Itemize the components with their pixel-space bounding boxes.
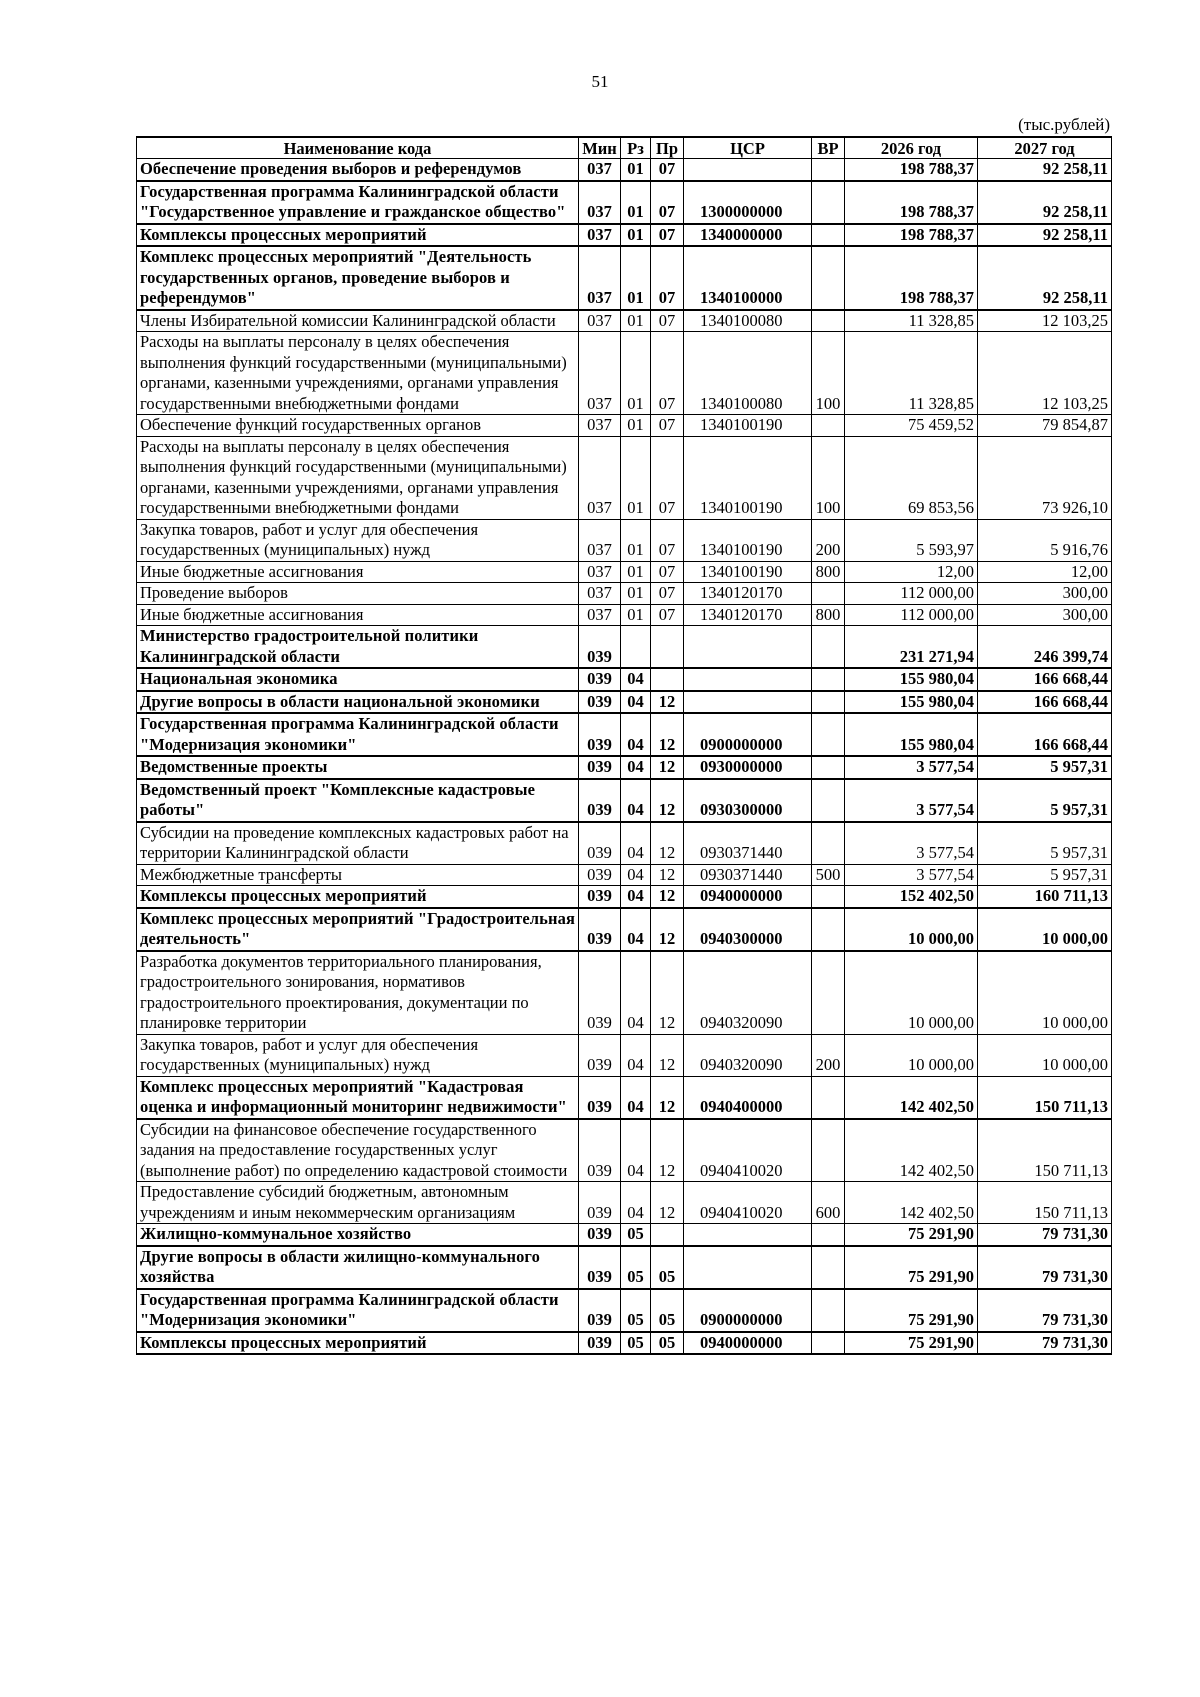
row-2026: 11 328,85 [845,332,978,415]
row-min: 039 [579,886,621,908]
row-csr [684,1224,812,1246]
table-row [137,908,1112,951]
row-csr [684,668,812,691]
table-row [137,779,1112,822]
row-pr: 05 [651,1289,684,1332]
row-pr [651,626,684,669]
row-pr: 12 [651,691,684,714]
row-vr: 500 [812,864,845,886]
table-row [137,626,1112,669]
row-2026: 3 577,54 [845,756,978,779]
row-vr [812,1076,845,1119]
row-name: Обеспечение проведения выборов и референдумов [137,159,579,181]
row-min: 037 [579,436,621,519]
row-vr: 800 [812,561,845,583]
row-2026: 11 328,85 [845,310,978,332]
row-csr: 0940000000 [684,886,812,908]
row-2026: 198 788,37 [845,246,978,310]
row-2027: 5 916,76 [978,519,1112,561]
row-pr: 12 [651,1076,684,1119]
row-rz: 04 [621,1119,651,1182]
row-pr [651,668,684,691]
row-2026: 198 788,37 [845,224,978,247]
row-name: Государственная программа Калининградской области "Модернизация экономики" [137,1289,579,1332]
header-2027: 2027 год [978,137,1112,159]
row-vr [812,756,845,779]
row-name: Расходы на выплаты персоналу в целях обеспечения выполнения функций государственными (муниципальными) органами, казенными учреждениями, органами управления государственными внебюджетными фондами [137,332,579,415]
row-2027: 5 957,31 [978,822,1112,865]
row-name: Министерство градостроительной политики Калининградской области [137,626,579,669]
row-min: 037 [579,246,621,310]
row-csr: 0930300000 [684,779,812,822]
row-vr [812,886,845,908]
row-name: Иные бюджетные ассигнования [137,604,579,626]
row-min: 039 [579,1076,621,1119]
row-name: Закупка товаров, работ и услуг для обеспечения государственных (муниципальных) нужд [137,1034,579,1076]
row-rz: 04 [621,756,651,779]
row-csr: 1340120170 [684,583,812,605]
row-min: 039 [579,864,621,886]
row-2026: 198 788,37 [845,181,978,224]
row-min: 039 [579,756,621,779]
row-csr: 0940320090 [684,951,812,1035]
units-note: (тыс.рублей) [1018,115,1110,134]
table-row [137,1182,1112,1224]
table-row [137,415,1112,437]
row-2026: 75 459,52 [845,415,978,437]
table-row [137,583,1112,605]
row-2027: 73 926,10 [978,436,1112,519]
row-csr: 0930371440 [684,864,812,886]
header-name: Наименование кода [137,137,579,159]
row-csr: 1340100000 [684,246,812,310]
row-name: Члены Избирательной комиссии Калининградской области [137,310,579,332]
row-rz: 04 [621,822,651,865]
row-pr: 12 [651,864,684,886]
row-vr [812,691,845,714]
row-vr [812,908,845,951]
row-csr: 1340100190 [684,415,812,437]
row-name: Обеспечение функций государственных органов [137,415,579,437]
table-header-row [137,137,1112,159]
row-vr [812,1224,845,1246]
row-2027: 150 711,13 [978,1119,1112,1182]
row-rz: 05 [621,1224,651,1246]
row-min: 037 [579,519,621,561]
row-rz: 01 [621,436,651,519]
row-pr: 07 [651,519,684,561]
row-vr [812,951,845,1035]
row-vr: 100 [812,436,845,519]
row-pr: 12 [651,1034,684,1076]
row-2027: 79 854,87 [978,415,1112,437]
row-2026: 69 853,56 [845,436,978,519]
row-pr: 05 [651,1332,684,1355]
row-vr [812,310,845,332]
row-rz: 04 [621,1076,651,1119]
row-2026: 10 000,00 [845,908,978,951]
row-pr: 12 [651,951,684,1035]
row-csr: 1340100080 [684,310,812,332]
table-row [137,181,1112,224]
row-min: 039 [579,1119,621,1182]
row-pr: 12 [651,756,684,779]
row-2026: 75 291,90 [845,1224,978,1246]
row-name: Другие вопросы в области национальной экономики [137,691,579,714]
row-min: 037 [579,415,621,437]
row-pr: 12 [651,779,684,822]
row-vr [812,1332,845,1355]
row-min: 039 [579,1034,621,1076]
row-pr: 07 [651,583,684,605]
table-row [137,951,1112,1035]
row-rz: 01 [621,583,651,605]
row-csr: 1340100080 [684,332,812,415]
row-2026: 75 291,90 [845,1332,978,1355]
row-2026: 112 000,00 [845,604,978,626]
row-min: 039 [579,908,621,951]
row-2026: 112 000,00 [845,583,978,605]
row-rz: 01 [621,332,651,415]
table-row [137,561,1112,583]
row-rz: 01 [621,224,651,247]
row-pr: 07 [651,415,684,437]
row-rz: 05 [621,1289,651,1332]
row-min: 039 [579,1332,621,1355]
row-2027: 5 957,31 [978,864,1112,886]
table-row [137,332,1112,415]
row-2027: 79 731,30 [978,1224,1112,1246]
table-row [137,822,1112,865]
row-rz: 01 [621,246,651,310]
row-vr [812,224,845,247]
row-vr [812,181,845,224]
row-vr [812,779,845,822]
table-row [137,246,1112,310]
table-row [137,1119,1112,1182]
row-min: 037 [579,583,621,605]
row-csr: 0930371440 [684,822,812,865]
row-pr: 12 [651,908,684,951]
row-name: Комплекс процессных мероприятий "Деятельность государственных органов, проведение выборов и референдумов" [137,246,579,310]
row-rz: 05 [621,1246,651,1289]
row-csr [684,159,812,181]
row-2027: 300,00 [978,583,1112,605]
row-pr: 12 [651,1119,684,1182]
row-min: 039 [579,951,621,1035]
row-name: Государственная программа Калининградской области "Государственное управление и гражданское общество" [137,181,579,224]
row-2027: 166 668,44 [978,668,1112,691]
header-rz: Рз [621,137,651,159]
row-2026: 10 000,00 [845,951,978,1035]
row-2027: 12 103,25 [978,332,1112,415]
row-rz: 04 [621,1034,651,1076]
row-csr: 1340000000 [684,224,812,247]
row-name: Предоставление субсидий бюджетным, автономным учреждениям и иным некоммерческим организациям [137,1182,579,1224]
row-vr [812,668,845,691]
row-2026: 152 402,50 [845,886,978,908]
row-2026: 155 980,04 [845,713,978,756]
table-row [137,519,1112,561]
row-2027: 10 000,00 [978,908,1112,951]
row-vr [812,1246,845,1289]
row-rz: 04 [621,864,651,886]
row-2026: 75 291,90 [845,1289,978,1332]
table-row [137,1289,1112,1332]
row-rz: 01 [621,310,651,332]
row-csr: 0940410020 [684,1119,812,1182]
row-rz: 04 [621,908,651,951]
row-min: 037 [579,561,621,583]
row-pr: 05 [651,1246,684,1289]
row-csr [684,1246,812,1289]
row-csr: 1300000000 [684,181,812,224]
row-2026: 142 402,50 [845,1076,978,1119]
table-row [137,1076,1112,1119]
row-2027: 79 731,30 [978,1289,1112,1332]
row-2026: 155 980,04 [845,668,978,691]
header-2026: 2026 год [845,137,978,159]
row-csr: 0940320090 [684,1034,812,1076]
row-csr: 1340100190 [684,436,812,519]
row-min: 039 [579,1182,621,1224]
row-name: Ведомственный проект "Комплексные кадастровые работы" [137,779,579,822]
row-name: Субсидии на проведение комплексных кадастровых работ на территории Калининградской области [137,822,579,865]
row-name: Межбюджетные трансферты [137,864,579,886]
row-csr: 0930000000 [684,756,812,779]
row-2027: 12 103,25 [978,310,1112,332]
table-row [137,1034,1112,1076]
row-csr [684,626,812,669]
table-row [137,159,1112,181]
row-name: Государственная программа Калининградской области "Модернизация экономики" [137,713,579,756]
row-2027: 166 668,44 [978,713,1112,756]
row-rz: 05 [621,1332,651,1355]
row-name: Комплекс процессных мероприятий "Кадастровая оценка и информационный мониторинг недвижимости" [137,1076,579,1119]
row-vr [812,159,845,181]
row-2027: 10 000,00 [978,1034,1112,1076]
row-pr: 07 [651,561,684,583]
table-row [137,1332,1112,1355]
row-2026: 3 577,54 [845,822,978,865]
row-rz: 01 [621,604,651,626]
row-min: 039 [579,822,621,865]
row-min: 039 [579,1289,621,1332]
row-csr: 1340100190 [684,519,812,561]
row-name: Закупка товаров, работ и услуг для обеспечения государственных (муниципальных) нужд [137,519,579,561]
header-csr: ЦСР [684,137,812,159]
row-2027: 92 258,11 [978,224,1112,247]
row-min: 039 [579,1246,621,1289]
row-min: 039 [579,626,621,669]
row-pr: 07 [651,332,684,415]
row-vr [812,246,845,310]
row-rz: 01 [621,561,651,583]
row-rz: 04 [621,1182,651,1224]
row-pr: 07 [651,604,684,626]
table-body [137,159,1112,1355]
row-2026: 142 402,50 [845,1182,978,1224]
header-vr: ВР [812,137,845,159]
row-name: Жилищно-коммунальное хозяйство [137,1224,579,1246]
table-row [137,713,1112,756]
row-vr [812,713,845,756]
row-2027: 160 711,13 [978,886,1112,908]
row-2027: 5 957,31 [978,756,1112,779]
row-csr: 0940300000 [684,908,812,951]
row-csr: 0940400000 [684,1076,812,1119]
row-min: 037 [579,332,621,415]
row-name: Проведение выборов [137,583,579,605]
table-row [137,668,1112,691]
row-rz: 01 [621,519,651,561]
table-row [137,310,1112,332]
row-pr: 07 [651,246,684,310]
row-min: 037 [579,604,621,626]
row-2026: 75 291,90 [845,1246,978,1289]
row-2027: 10 000,00 [978,951,1112,1035]
row-2027: 92 258,11 [978,246,1112,310]
table-row [137,224,1112,247]
table-row [137,756,1112,779]
row-csr [684,691,812,714]
row-rz: 04 [621,713,651,756]
row-pr: 07 [651,224,684,247]
row-rz: 01 [621,415,651,437]
row-pr: 12 [651,1182,684,1224]
table-row [137,1246,1112,1289]
row-vr [812,1289,845,1332]
row-rz: 01 [621,159,651,181]
row-name: Национальная экономика [137,668,579,691]
row-pr: 07 [651,310,684,332]
row-2027: 300,00 [978,604,1112,626]
table-row [137,1224,1112,1246]
row-rz: 04 [621,886,651,908]
row-rz: 04 [621,668,651,691]
row-min: 037 [579,310,621,332]
row-2027: 246 399,74 [978,626,1112,669]
row-name: Комплексы процессных мероприятий [137,1332,579,1355]
budget-table [136,136,1112,1355]
row-vr: 600 [812,1182,845,1224]
row-name: Другие вопросы в области жилищно-коммунального хозяйства [137,1246,579,1289]
row-rz: 01 [621,181,651,224]
table-row [137,604,1112,626]
table-row [137,436,1112,519]
row-name: Комплексы процессных мероприятий [137,224,579,247]
table-row [137,886,1112,908]
header-pr: Пр [651,137,684,159]
row-rz: 04 [621,779,651,822]
row-csr: 1340100190 [684,561,812,583]
table-row [137,691,1112,714]
row-2026: 3 577,54 [845,864,978,886]
row-2027: 92 258,11 [978,181,1112,224]
row-csr: 0940410020 [684,1182,812,1224]
row-2027: 79 731,30 [978,1332,1112,1355]
row-2026: 231 271,94 [845,626,978,669]
row-pr: 12 [651,886,684,908]
row-2026: 5 593,97 [845,519,978,561]
row-2027: 150 711,13 [978,1182,1112,1224]
row-vr: 800 [812,604,845,626]
row-2027: 166 668,44 [978,691,1112,714]
row-pr [651,1224,684,1246]
row-2026: 142 402,50 [845,1119,978,1182]
row-min: 039 [579,691,621,714]
row-min: 039 [579,1224,621,1246]
row-vr: 200 [812,1034,845,1076]
page-number: 51 [591,72,609,91]
row-2027: 150 711,13 [978,1076,1112,1119]
row-csr: 0900000000 [684,1289,812,1332]
row-min: 039 [579,779,621,822]
row-rz: 04 [621,691,651,714]
row-vr: 200 [812,519,845,561]
row-name: Расходы на выплаты персоналу в целях обеспечения выполнения функций государственными (муниципальными) органами, казенными учреждениями, органами управления государственными внебюджетными фондами [137,436,579,519]
row-2027: 79 731,30 [978,1246,1112,1289]
row-pr: 12 [651,822,684,865]
row-name: Иные бюджетные ассигнования [137,561,579,583]
row-pr: 07 [651,159,684,181]
row-name: Субсидии на финансовое обеспечение государственного задания на предоставление государственных услуг (выполнение работ) по определению кадастровой стоимости [137,1119,579,1182]
row-csr: 0940000000 [684,1332,812,1355]
row-vr: 100 [812,332,845,415]
row-csr: 0900000000 [684,713,812,756]
row-min: 039 [579,713,621,756]
row-2027: 12,00 [978,561,1112,583]
row-min: 037 [579,224,621,247]
row-name: Комплексы процессных мероприятий [137,886,579,908]
row-2026: 10 000,00 [845,1034,978,1076]
row-2026: 3 577,54 [845,779,978,822]
row-2027: 92 258,11 [978,159,1112,181]
row-vr [812,1119,845,1182]
row-vr [812,822,845,865]
table-row [137,864,1112,886]
row-rz [621,626,651,669]
row-name: Комплекс процессных мероприятий "Градостроительная деятельность" [137,908,579,951]
row-pr: 07 [651,436,684,519]
row-2026: 198 788,37 [845,159,978,181]
row-pr: 12 [651,713,684,756]
row-name: Разработка документов территориального планирования, градостроительного зонирования, нормативов градостроительного проектирования, документации по планировке территории [137,951,579,1035]
row-name: Ведомственные проекты [137,756,579,779]
row-pr: 07 [651,181,684,224]
row-vr [812,583,845,605]
row-vr [812,626,845,669]
row-2026: 12,00 [845,561,978,583]
row-min: 037 [579,181,621,224]
header-min: Мин [579,137,621,159]
row-min: 037 [579,159,621,181]
row-csr: 1340120170 [684,604,812,626]
row-vr [812,415,845,437]
row-2027: 5 957,31 [978,779,1112,822]
row-rz: 04 [621,951,651,1035]
row-2026: 155 980,04 [845,691,978,714]
row-min: 039 [579,668,621,691]
